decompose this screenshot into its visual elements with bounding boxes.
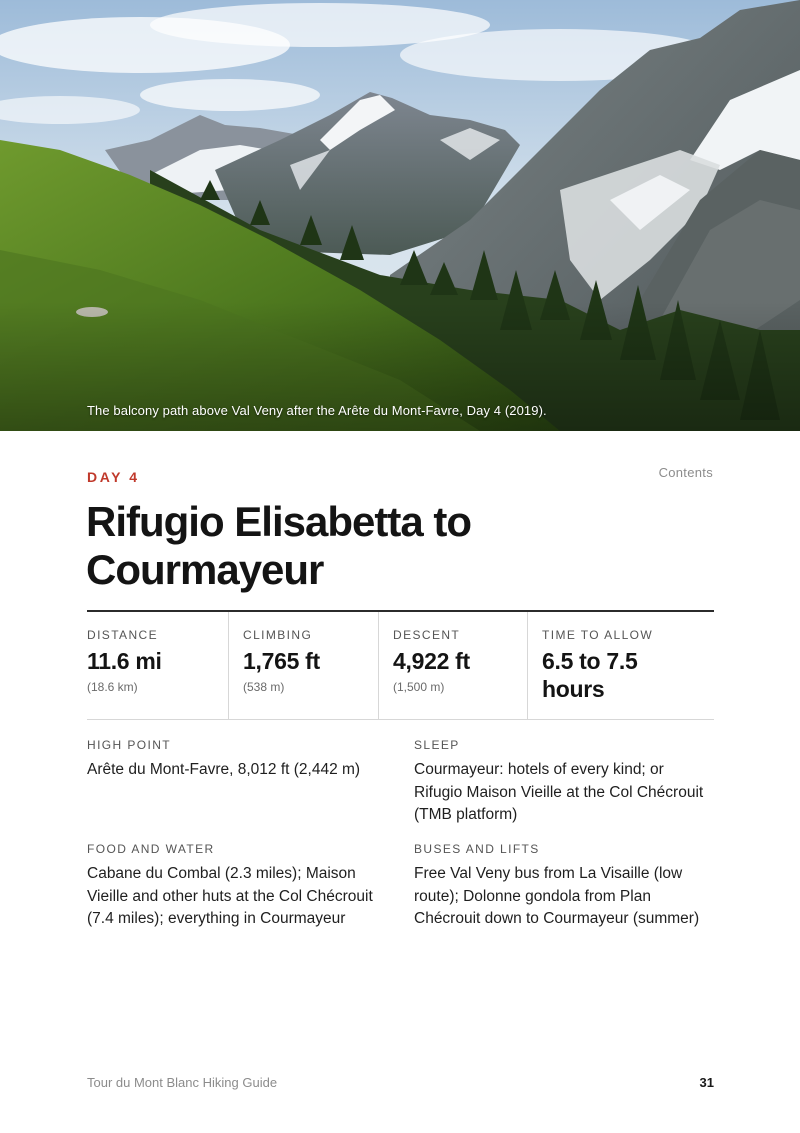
stat-label: DISTANCE [87,628,158,642]
info-food-and-water [87,842,387,931]
info-buses-and-lifts [414,842,714,931]
stat-descent [378,612,527,719]
mountain-landscape-image [0,0,800,431]
footer-book-title: Tour du Mont Blanc Hiking Guide [87,1075,278,1090]
info-sleep [414,738,714,827]
info-text: Cabane du Combal (2.3 miles); Maison Vieille and other huts at the Col Chécrouit (7.4 miles); everything in Courmayeur [87,865,373,927]
stat-subvalue: (538 m) [243,680,285,694]
day-label: DAY 4 [87,469,140,485]
stat-distance [87,612,228,719]
info-label: HIGH POINT [87,738,172,752]
stat-label: TIME TO ALLOW [542,628,654,642]
stat-time-to-allow [527,612,714,719]
stat-label: DESCENT [393,628,461,642]
stat-subvalue: (18.6 km) [87,680,138,694]
stat-subvalue: (1,500 m) [393,680,445,694]
contents-link[interactable]: Contents [658,465,713,480]
info-label: FOOD AND WATER [87,842,215,856]
page-title: Rifugio Elisabetta to Courmayeur [86,498,472,593]
photo-caption: The balcony path above Val Veny after the Arête du Mont-Favre, Day 4 (2019). [87,403,547,418]
info-text: Arête du Mont-Favre, 8,012 ft (2,442 m) [87,761,361,778]
info-high-point [87,738,387,782]
stat-value: 1,765 ft [243,648,320,674]
info-label: BUSES AND LIFTS [414,842,540,856]
info-text: Free Val Veny bus from La Visaille (low route); Dolonne gondola from Plan Chécrouit down to Courmayeur (summer) [414,865,700,927]
info-text: Courmayeur: hotels of every kind; or Rifugio Maison Vieille at the Col Chécrouit (TMB platform) [414,761,704,823]
stat-value: 11.6 mi [87,648,162,674]
stat-value: 6.5 to 7.5 hours [542,648,638,702]
info-label: SLEEP [414,738,460,752]
page-number: 31 [699,1075,714,1090]
stats-table [87,610,714,720]
stat-value: 4,922 ft [393,648,470,674]
stat-climbing [228,612,378,719]
stat-label: CLIMBING [243,628,313,642]
hero-photo [0,0,800,431]
